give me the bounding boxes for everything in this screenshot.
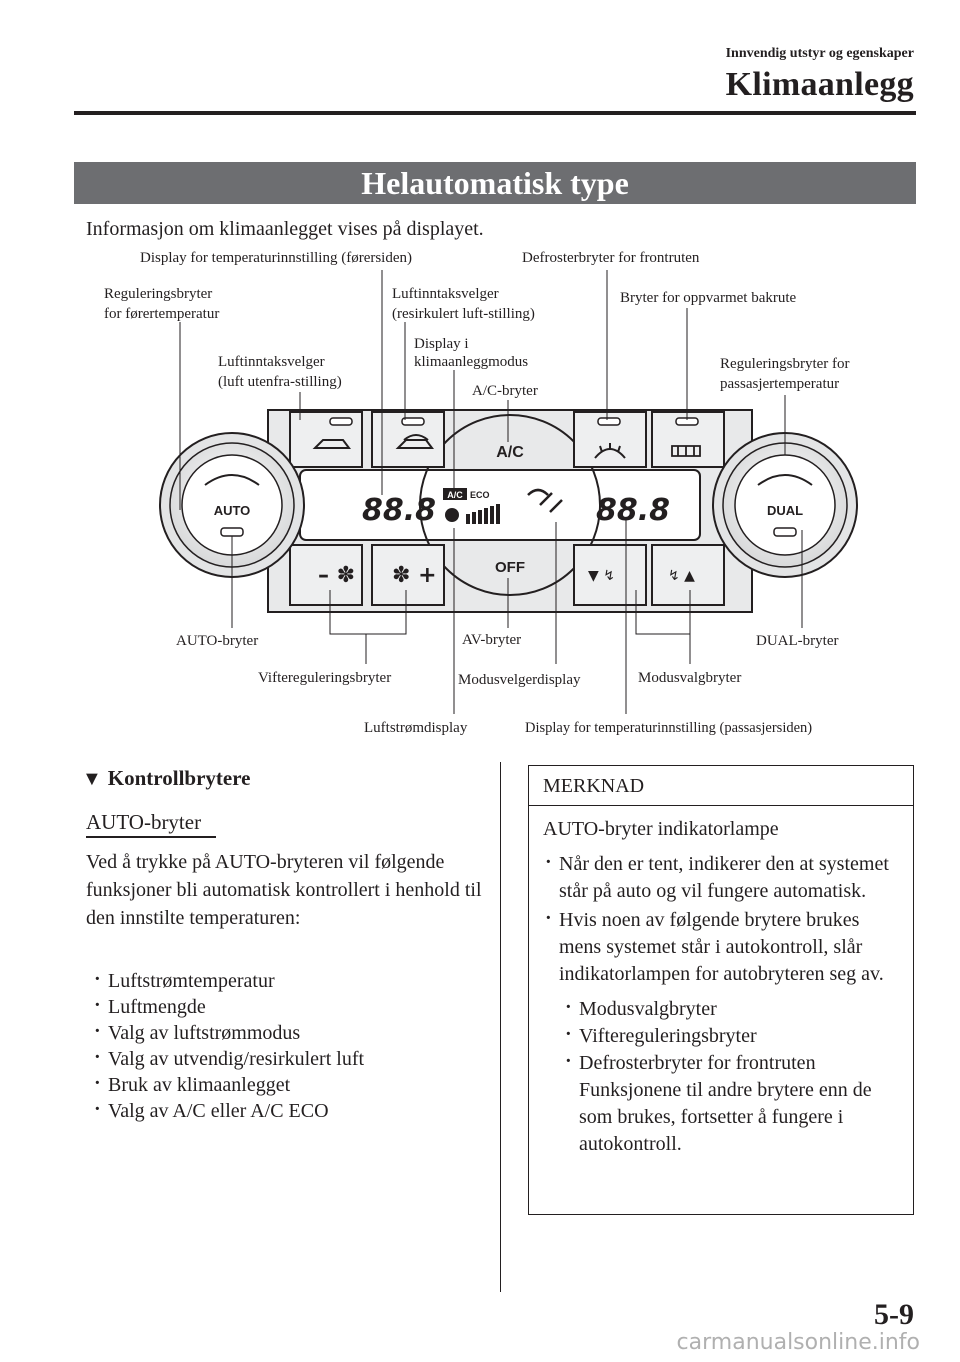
svg-text:– ✽: – ✽: [318, 563, 356, 588]
note-item: · Når den er tent, indikerer den at systemet står på auto og vil fungere automatisk.: [543, 851, 903, 905]
label-auto-switch: AUTO-bryter: [176, 633, 259, 649]
svg-text:▼ ↯: ▼ ↯: [588, 568, 615, 584]
auto-switch-heading: AUTO-bryter: [86, 810, 202, 834]
driver-temp-digits: 88.8: [362, 493, 437, 528]
dual-button-label: DUAL: [766, 503, 804, 518]
column-divider: [500, 762, 501, 1292]
note-sub-trailer: Funksjonene til andre brytere enn de som brukes, fortsetter å fungere i autokontroll.: [579, 1079, 872, 1155]
label-airflow-display: Luftstrømdisplay: [364, 720, 468, 736]
label-outside-air-2: (luft utenfra-stilling): [218, 374, 342, 390]
chapter-label: Innvendig utstyr og egenskaper: [725, 46, 914, 61]
label-driver-knob-1: Reguleringsbryter: [104, 286, 213, 302]
note-sub-item: · Viftereguleringsbryter: [563, 1023, 903, 1050]
intro-text: Informasjon om klimaanlegget vises på displayet.: [86, 218, 484, 240]
ac-button-label: A/C: [496, 444, 524, 461]
watermark: carmanualsonline.info: [676, 1330, 920, 1355]
list-item: · Luftstrømtemperatur: [94, 968, 364, 994]
label-ac-mode-1: Display i: [414, 336, 469, 352]
label-ac-mode-2: klimaanleggmodus: [414, 354, 529, 370]
label-passenger-knob-1: Reguleringsbryter for: [720, 356, 850, 372]
note-body: [543, 816, 903, 1158]
note-sub-item: · Modusvalgbryter: [563, 996, 903, 1023]
label-mode-switch: Modusvalgbryter: [638, 670, 742, 686]
auto-button-label: AUTO: [213, 503, 251, 518]
label-defroster-front: Defrosterbryter for frontruten: [522, 250, 700, 266]
list-item: · Valg av utvendig/resirkulert luft: [94, 1046, 364, 1072]
list-item: · Bruk av klimaanlegget: [94, 1072, 364, 1098]
label-off-switch: AV-bryter: [462, 632, 522, 648]
auto-function-list: [94, 968, 364, 1124]
controls-heading: ▼ Kontrollbrytere: [82, 766, 251, 790]
note-box: [528, 765, 914, 1215]
label-recirc-1: Luftinntaksvelger: [392, 286, 499, 302]
list-item: · Luftmengde: [94, 994, 364, 1020]
label-recirc-2: (resirkulert luft-stilling): [392, 306, 535, 322]
passenger-temp-digits: 88.8: [596, 493, 671, 528]
label-driver-knob-2: for førertemperatur: [104, 306, 220, 322]
triangle-down-icon: ▼: [82, 768, 102, 790]
page-title: Klimaanlegg: [725, 66, 914, 103]
label-ac-switch: A/C-bryter: [472, 383, 538, 399]
label-rear-defrost: Bryter for oppvarmet bakrute: [620, 290, 797, 306]
note-sub-item: · Defrosterbryter for frontruten: [563, 1050, 903, 1077]
eco-indicator: ECO: [470, 490, 490, 500]
off-button-label: OFF: [495, 559, 525, 576]
svg-text:✽ +: ✽ +: [392, 563, 437, 588]
svg-text:A/C: A/C: [447, 490, 463, 500]
list-item: · Valg av luftstrømmodus: [94, 1020, 364, 1046]
label-fan-switch: Viftereguleringsbryter: [258, 670, 392, 686]
label-display-passenger: Display for temperaturinnstilling (passasjersiden): [525, 720, 813, 736]
label-outside-air-1: Luftinntaksvelger: [218, 354, 325, 370]
note-heading: MERKNAD: [529, 766, 913, 806]
auto-heading-underline: [86, 836, 216, 838]
page-number: 5-9: [874, 1298, 914, 1331]
list-item: · Valg av A/C eller A/C ECO: [94, 1098, 364, 1124]
label-passenger-knob-2: passasjertemperatur: [720, 376, 840, 392]
svg-text:↯ ▲: ↯ ▲: [668, 568, 695, 584]
label-display-driver: Display for temperaturinnstilling (førersiden): [140, 250, 413, 266]
note-item: · Hvis noen av følgende brytere brukes mens systemet står i autokontroll, slår indikatorlampen for autobryteren seg av.: [543, 907, 903, 988]
note-intro: AUTO-bryter indikatorlampe: [543, 818, 779, 840]
auto-switch-body: Ved å trykke på AUTO-bryteren vil følgende funksjoner bli automatisk kontrollert i henhold til den innstilte temperaturen:: [86, 851, 482, 929]
label-dual-switch: DUAL-bryter: [756, 633, 839, 649]
label-mode-display: Modusvelgerdisplay: [458, 672, 581, 688]
section-bar: Helautomatisk type: [74, 162, 916, 204]
